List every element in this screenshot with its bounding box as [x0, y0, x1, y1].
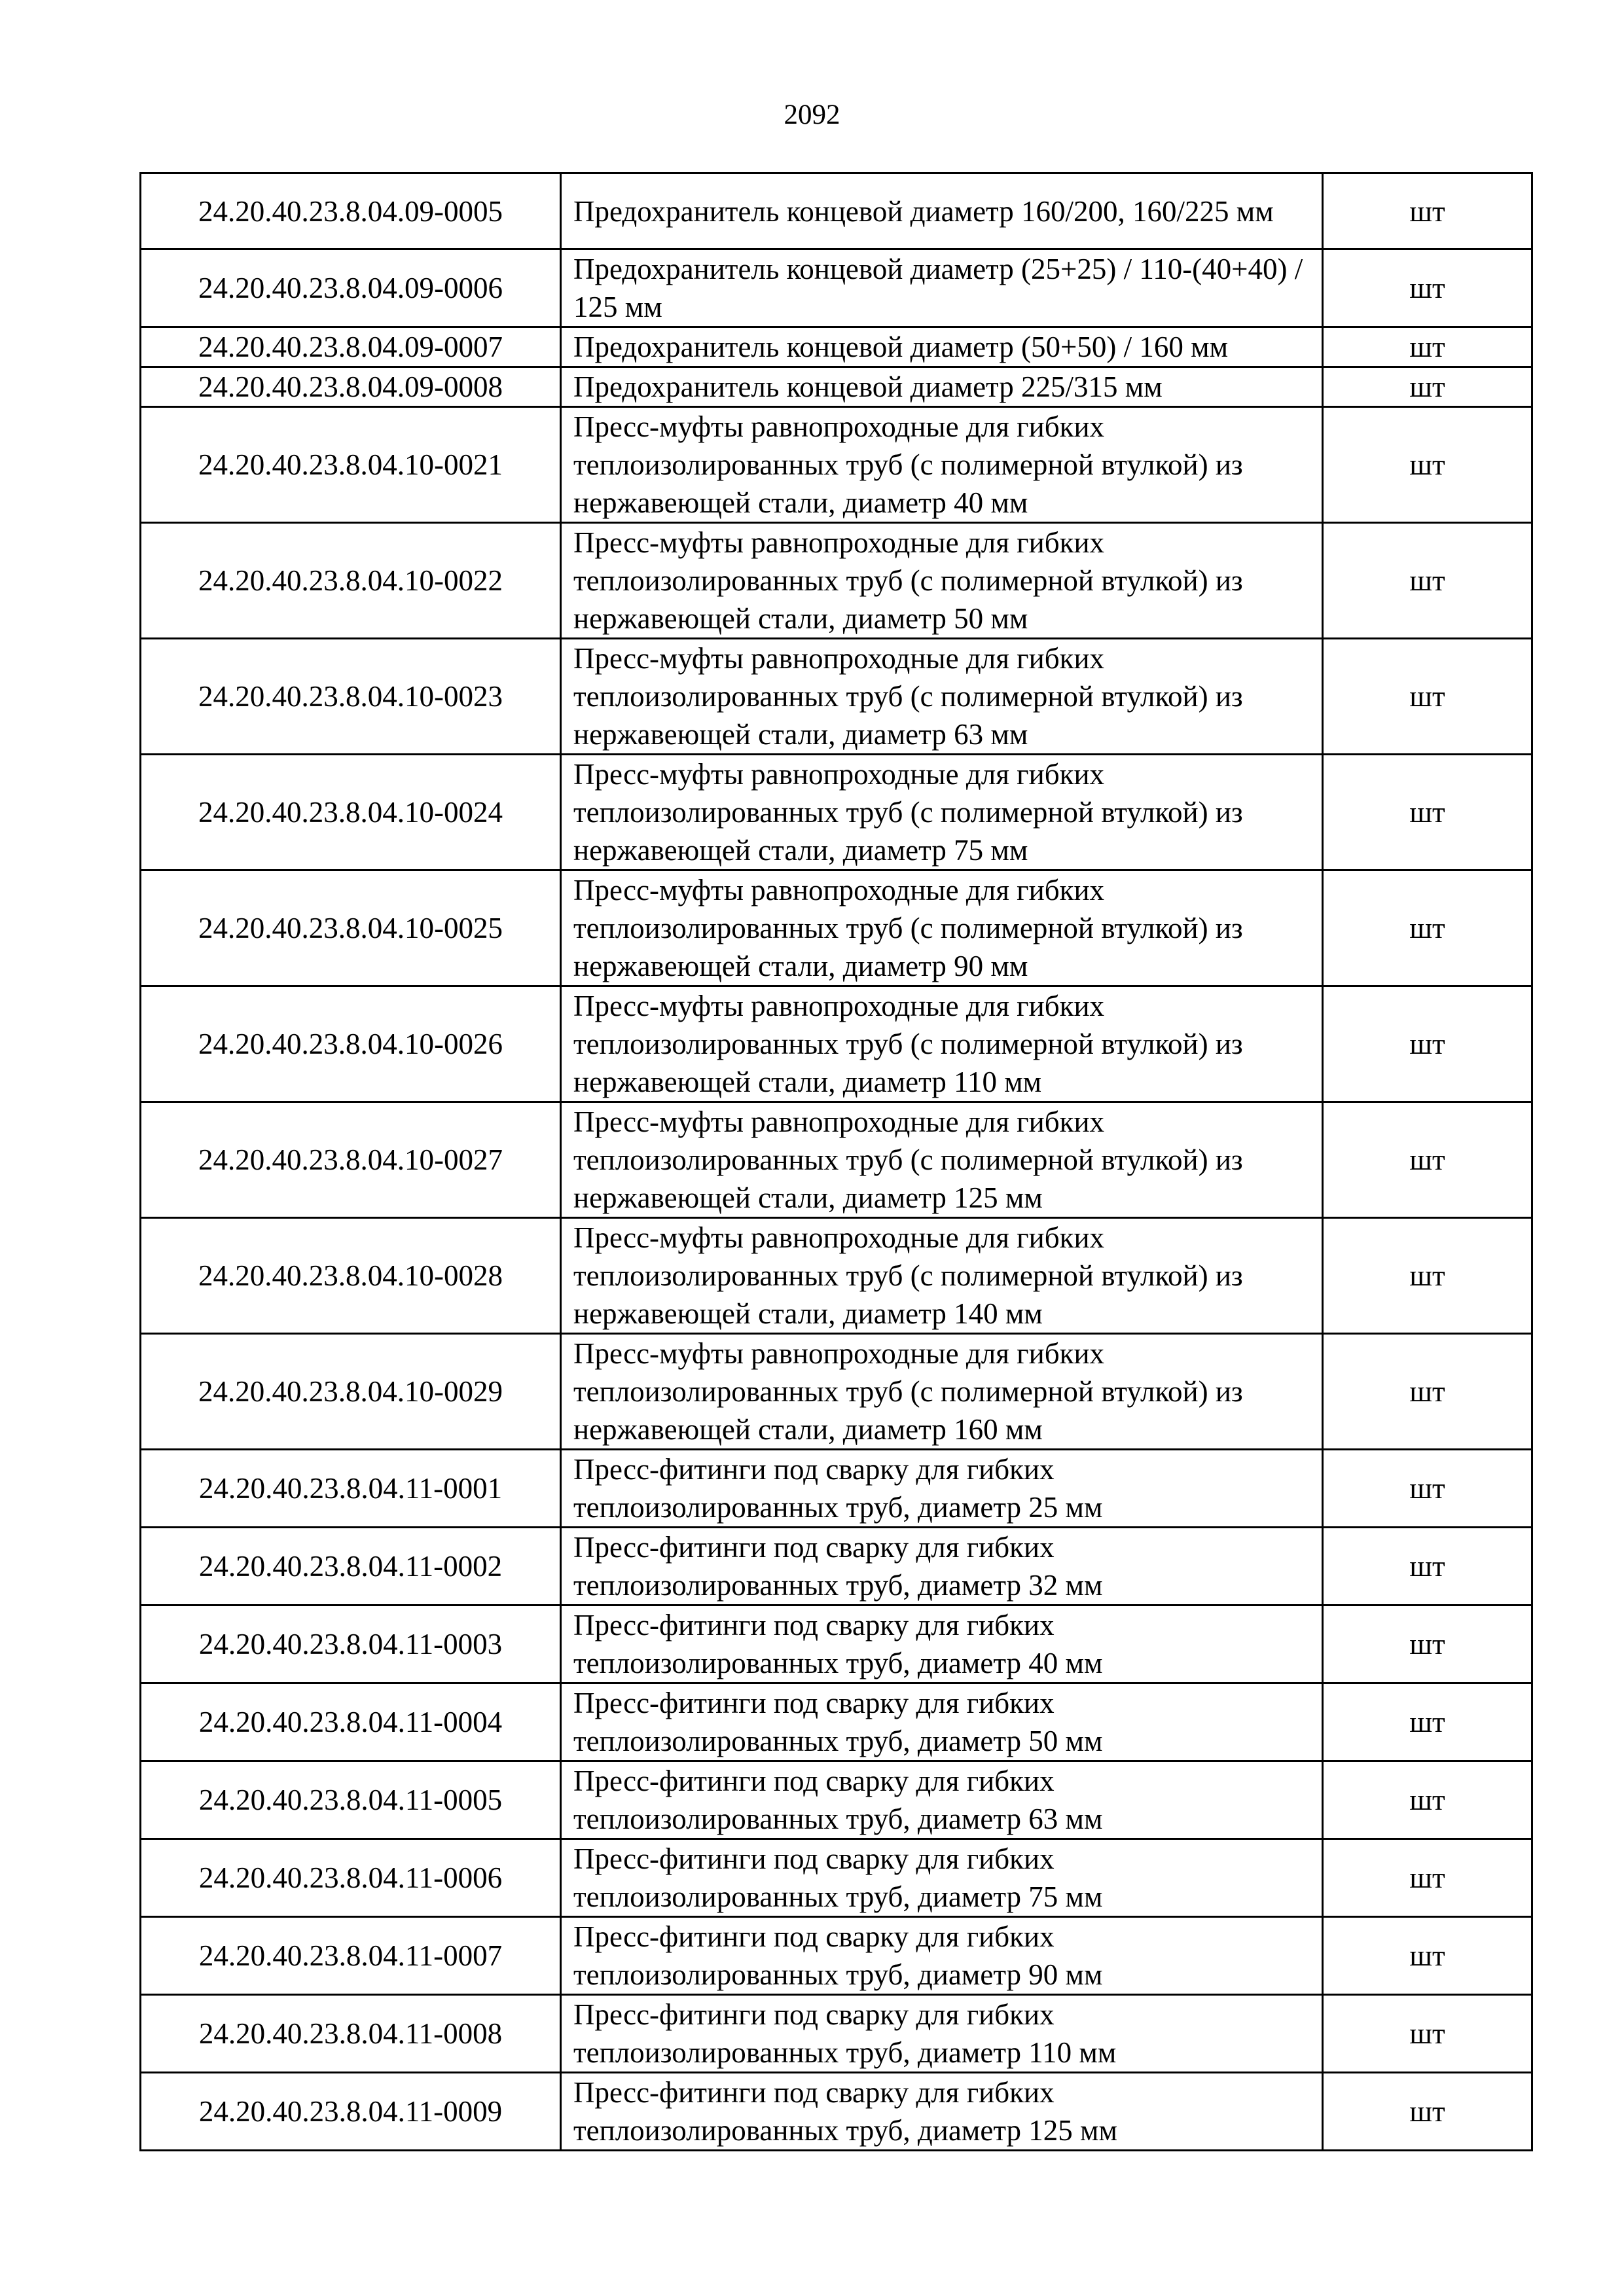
table-row: [141, 1995, 1532, 2073]
row-code: 24.20.40.23.8.04.11-0005: [141, 1761, 561, 1839]
table-row: [141, 523, 1532, 639]
row-unit: шт: [1323, 2073, 1532, 2151]
row-code: 24.20.40.23.8.04.10-0026: [141, 986, 561, 1102]
row-unit: шт: [1323, 173, 1532, 249]
row-unit: шт: [1323, 249, 1532, 327]
table-row: [141, 249, 1532, 327]
table-row: [141, 1218, 1532, 1334]
row-unit: шт: [1323, 327, 1532, 367]
row-code: 24.20.40.23.8.04.10-0023: [141, 639, 561, 755]
row-name: Пресс-муфты равнопроходные для гибких теплоизолированных труб (с полимерной втулкой) из нержавеющей стали, диаметр 110 мм: [561, 986, 1323, 1102]
row-unit: шт: [1323, 407, 1532, 523]
table-row: [141, 407, 1532, 523]
row-code: 24.20.40.23.8.04.11-0001: [141, 1450, 561, 1528]
row-unit: шт: [1323, 986, 1532, 1102]
row-unit: шт: [1323, 1528, 1532, 1605]
row-code: 24.20.40.23.8.04.11-0006: [141, 1839, 561, 1917]
row-name: Пресс-фитинги под сварку для гибких теплоизолированных труб, диаметр 32 мм: [561, 1528, 1323, 1605]
row-name: Пресс-муфты равнопроходные для гибких теплоизолированных труб (с полимерной втулкой) из нержавеющей стали, диаметр 63 мм: [561, 639, 1323, 755]
row-unit: шт: [1323, 1102, 1532, 1218]
row-name: Пресс-муфты равнопроходные для гибких теплоизолированных труб (с полимерной втулкой) из нержавеющей стали, диаметр 50 мм: [561, 523, 1323, 639]
row-name: Пресс-муфты равнопроходные для гибких теплоизолированных труб (с полимерной втулкой) из нержавеющей стали, диаметр 75 мм: [561, 755, 1323, 870]
row-unit: шт: [1323, 523, 1532, 639]
row-name: Пресс-муфты равнопроходные для гибких теплоизолированных труб (с полимерной втулкой) из нержавеющей стали, диаметр 140 мм: [561, 1218, 1323, 1334]
row-unit: шт: [1323, 1450, 1532, 1528]
row-code: 24.20.40.23.8.04.11-0002: [141, 1528, 561, 1605]
row-name: Пресс-фитинги под сварку для гибких теплоизолированных труб, диаметр 25 мм: [561, 1450, 1323, 1528]
page-number: 2092: [784, 99, 840, 130]
table-row: [141, 1102, 1532, 1218]
catalog-table-body: [141, 173, 1532, 2151]
row-unit: шт: [1323, 1761, 1532, 1839]
table-row: [141, 755, 1532, 870]
row-code: 24.20.40.23.8.04.09-0006: [141, 249, 561, 327]
table-row: [141, 367, 1532, 407]
row-code: 24.20.40.23.8.04.11-0003: [141, 1605, 561, 1683]
row-unit: шт: [1323, 1334, 1532, 1450]
table-row: [141, 173, 1532, 249]
row-unit: шт: [1323, 1917, 1532, 1995]
row-unit: шт: [1323, 639, 1532, 755]
row-name: Пресс-фитинги под сварку для гибких теплоизолированных труб, диаметр 40 мм: [561, 1605, 1323, 1683]
table-row: [141, 1839, 1532, 1917]
row-name: Пресс-фитинги под сварку для гибких теплоизолированных труб, диаметр 90 мм: [561, 1917, 1323, 1995]
row-unit: шт: [1323, 755, 1532, 870]
row-code: 24.20.40.23.8.04.10-0021: [141, 407, 561, 523]
row-name: Предохранитель концевой диаметр 225/315 мм: [561, 367, 1323, 407]
table-row: [141, 1450, 1532, 1528]
row-unit: шт: [1323, 1839, 1532, 1917]
row-code: 24.20.40.23.8.04.09-0008: [141, 367, 561, 407]
table-row: [141, 2073, 1532, 2151]
row-code: 24.20.40.23.8.04.11-0007: [141, 1917, 561, 1995]
table-row: [141, 1917, 1532, 1995]
row-unit: шт: [1323, 1683, 1532, 1761]
row-name: Пресс-муфты равнопроходные для гибких теплоизолированных труб (с полимерной втулкой) из нержавеющей стали, диаметр 40 мм: [561, 407, 1323, 523]
table-row: [141, 327, 1532, 367]
row-code: 24.20.40.23.8.04.09-0005: [141, 173, 561, 249]
row-code: 24.20.40.23.8.04.10-0028: [141, 1218, 561, 1334]
row-name: Пресс-фитинги под сварку для гибких теплоизолированных труб, диаметр 125 мм: [561, 2073, 1323, 2151]
table-row: [141, 1683, 1532, 1761]
row-code: 24.20.40.23.8.04.11-0009: [141, 2073, 561, 2151]
row-unit: шт: [1323, 1218, 1532, 1334]
row-unit: шт: [1323, 1995, 1532, 2073]
table-row: [141, 639, 1532, 755]
row-code: 24.20.40.23.8.04.11-0004: [141, 1683, 561, 1761]
row-name: Предохранитель концевой диаметр (50+50) / 160 мм: [561, 327, 1323, 367]
table-row: [141, 1605, 1532, 1683]
row-code: 24.20.40.23.8.04.10-0024: [141, 755, 561, 870]
table-row: [141, 1334, 1532, 1450]
table-row: [141, 986, 1532, 1102]
row-name: Пресс-фитинги под сварку для гибких теплоизолированных труб, диаметр 110 мм: [561, 1995, 1323, 2073]
row-code: 24.20.40.23.8.04.11-0008: [141, 1995, 561, 2073]
row-code: 24.20.40.23.8.04.10-0022: [141, 523, 561, 639]
row-name: Пресс-фитинги под сварку для гибких теплоизолированных труб, диаметр 75 мм: [561, 1839, 1323, 1917]
row-unit: шт: [1323, 870, 1532, 986]
row-name: Пресс-фитинги под сварку для гибких теплоизолированных труб, диаметр 63 мм: [561, 1761, 1323, 1839]
row-code: 24.20.40.23.8.04.10-0025: [141, 870, 561, 986]
row-name: Пресс-муфты равнопроходные для гибких теплоизолированных труб (с полимерной втулкой) из нержавеющей стали, диаметр 160 мм: [561, 1334, 1323, 1450]
row-name: Пресс-муфты равнопроходные для гибких теплоизолированных труб (с полимерной втулкой) из нержавеющей стали, диаметр 125 мм: [561, 1102, 1323, 1218]
row-name: Пресс-муфты равнопроходные для гибких теплоизолированных труб (с полимерной втулкой) из нержавеющей стали, диаметр 90 мм: [561, 870, 1323, 986]
row-name: Предохранитель концевой диаметр (25+25) / 110-(40+40) / 125 мм: [561, 249, 1323, 327]
row-name: Пресс-фитинги под сварку для гибких теплоизолированных труб, диаметр 50 мм: [561, 1683, 1323, 1761]
row-unit: шт: [1323, 1605, 1532, 1683]
table-row: [141, 1761, 1532, 1839]
row-unit: шт: [1323, 367, 1532, 407]
row-code: 24.20.40.23.8.04.10-0027: [141, 1102, 561, 1218]
catalog-table: [139, 172, 1533, 2151]
row-code: 24.20.40.23.8.04.10-0029: [141, 1334, 561, 1450]
row-code: 24.20.40.23.8.04.09-0007: [141, 327, 561, 367]
table-row: [141, 1528, 1532, 1605]
table-row: [141, 870, 1532, 986]
row-name: Предохранитель концевой диаметр 160/200, 160/225 мм: [561, 173, 1323, 249]
